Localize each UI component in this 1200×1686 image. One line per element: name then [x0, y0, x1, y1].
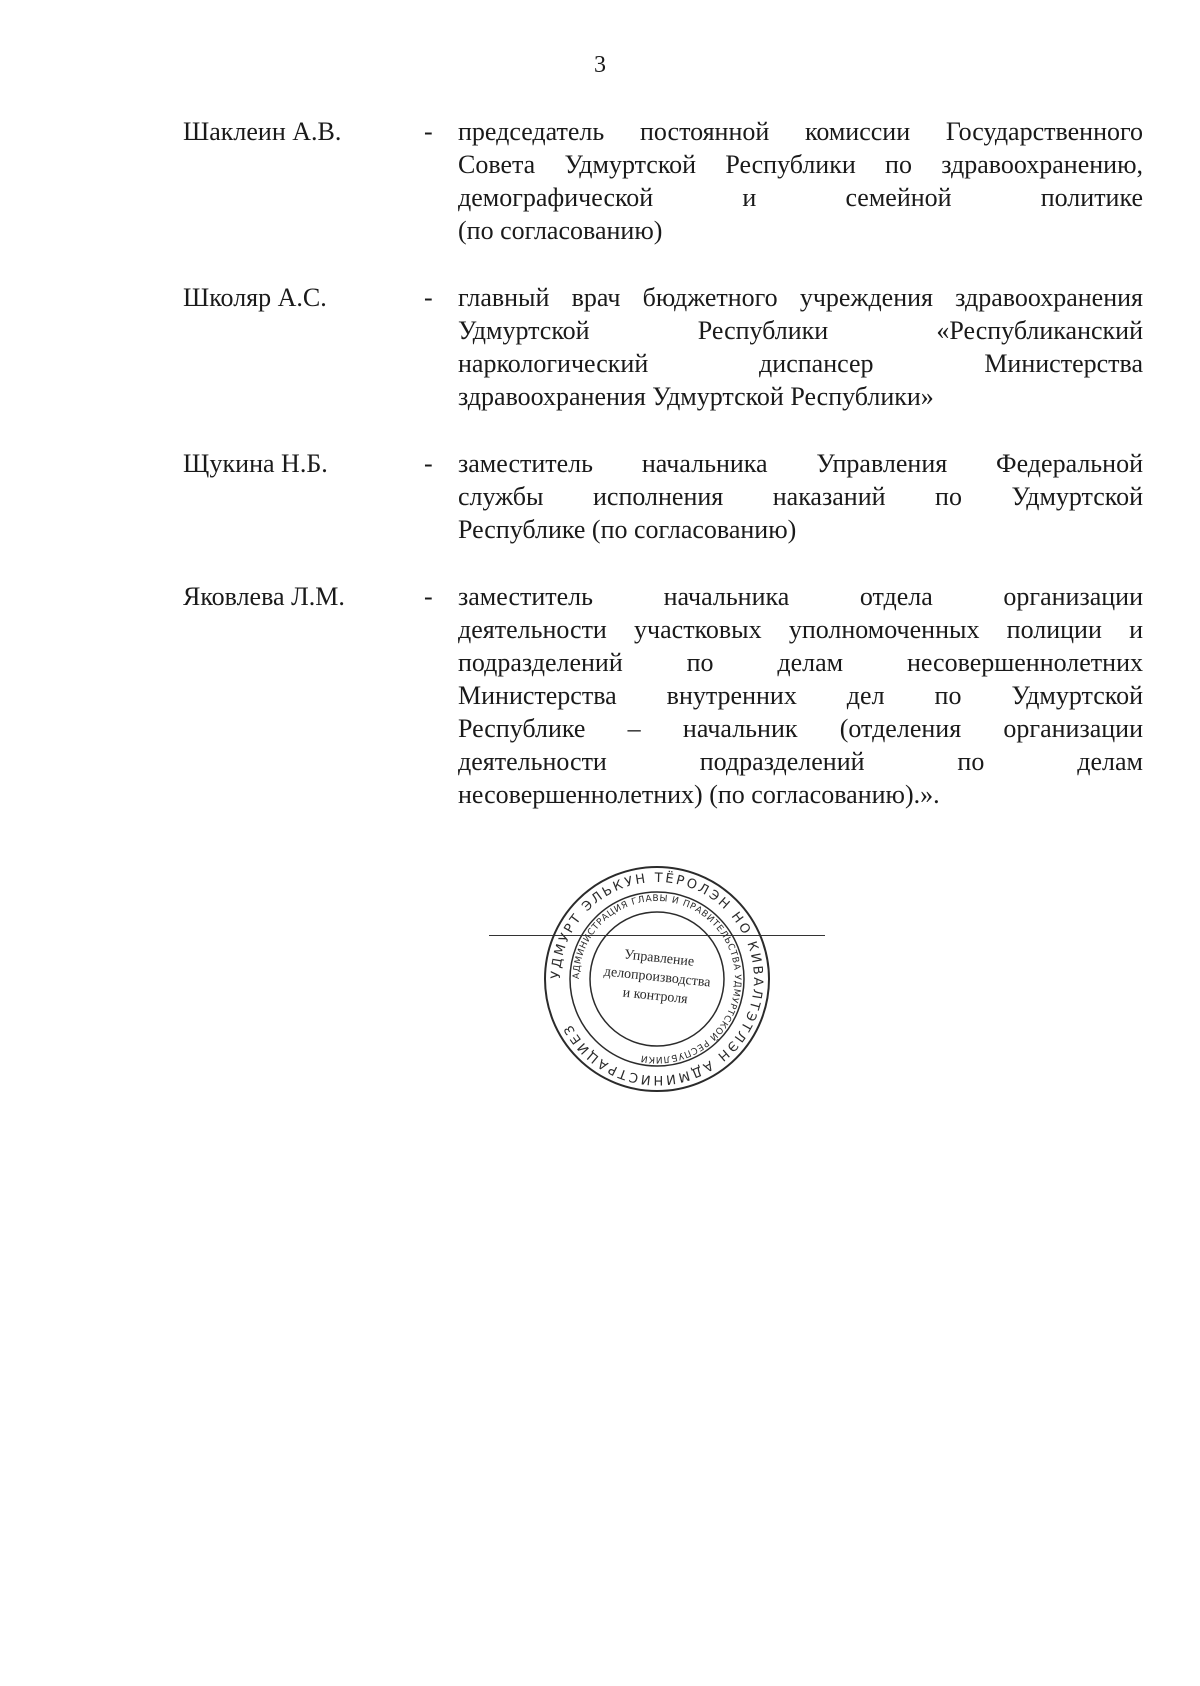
member-row — [183, 281, 1143, 413]
role-line: заместитель начальника Управления Федеральной — [458, 449, 1143, 478]
role-line: несовершеннолетних) (по согласованию).». — [458, 780, 940, 809]
role-line: Республике – начальник (отделения организации — [458, 714, 1143, 743]
role-line: наркологический диспансер Министерства — [458, 349, 1143, 378]
role-line: демографической и семейной политике — [458, 183, 1143, 212]
member-name: Школяр А.С. — [183, 283, 327, 312]
member-role — [458, 281, 1143, 413]
stamp-center-line-3: и контроля — [622, 985, 689, 1008]
stamp-center-line-1: Управление — [623, 947, 695, 970]
member-row — [183, 580, 1143, 811]
member-role — [458, 447, 1143, 546]
role-line: Совета Удмуртской Республики по здравоохранению, — [458, 150, 1143, 179]
member-dash: - — [424, 117, 433, 146]
stamp-center-line-2: делопроизводства — [603, 964, 712, 991]
member-row — [183, 447, 1143, 546]
member-name: Яковлева Л.М. — [183, 582, 345, 611]
member-list — [183, 115, 1143, 845]
role-line: заместитель начальника отдела организации — [458, 582, 1143, 611]
member-dash: - — [424, 449, 433, 478]
member-role — [458, 115, 1143, 247]
member-dash: - — [424, 582, 433, 611]
role-line: службы исполнения наказаний по Удмуртской — [458, 482, 1143, 511]
member-role — [458, 580, 1143, 811]
role-line: главный врач бюджетного учреждения здравоохранения — [458, 283, 1143, 312]
role-line: Удмуртской Республики «Республиканский — [458, 316, 1143, 345]
role-line: подразделений по делам несовершеннолетних — [458, 648, 1143, 677]
role-line: Министерства внутренних дел по Удмуртской — [458, 681, 1143, 710]
member-name: Шаклеин А.В. — [183, 117, 342, 146]
stamp-area — [489, 862, 849, 1096]
official-stamp — [540, 862, 774, 1096]
stamp-inner-text: АДМИНИСТРАЦИЯ ГЛАВЫ И ПРАВИТЕЛЬСТВА УДМУРТСКОЙ РЕСПУБЛИКИ — [571, 893, 743, 1065]
page-number: 3 — [594, 52, 606, 78]
role-line: здравоохранения Удмуртской Республики» — [458, 382, 934, 411]
role-line: Республике (по согласованию) — [458, 515, 797, 544]
stamp-outer-text: УДМУРТ ЭЛЬКУН ТЁРОЛЭН НО КИВАЛТЭТЛЭН АДМИНИСТРАЦИЕЗ — [548, 870, 766, 1088]
role-line: (по согласованию) — [458, 216, 663, 245]
member-dash: - — [424, 283, 433, 312]
member-name: Щукина Н.Б. — [183, 449, 328, 478]
role-line: деятельности подразделений по делам — [458, 747, 1143, 776]
role-line: деятельности участковых уполномоченных полиции и — [458, 615, 1143, 644]
member-row — [183, 115, 1143, 247]
role-line: председатель постоянной комиссии Государственного — [458, 117, 1143, 146]
